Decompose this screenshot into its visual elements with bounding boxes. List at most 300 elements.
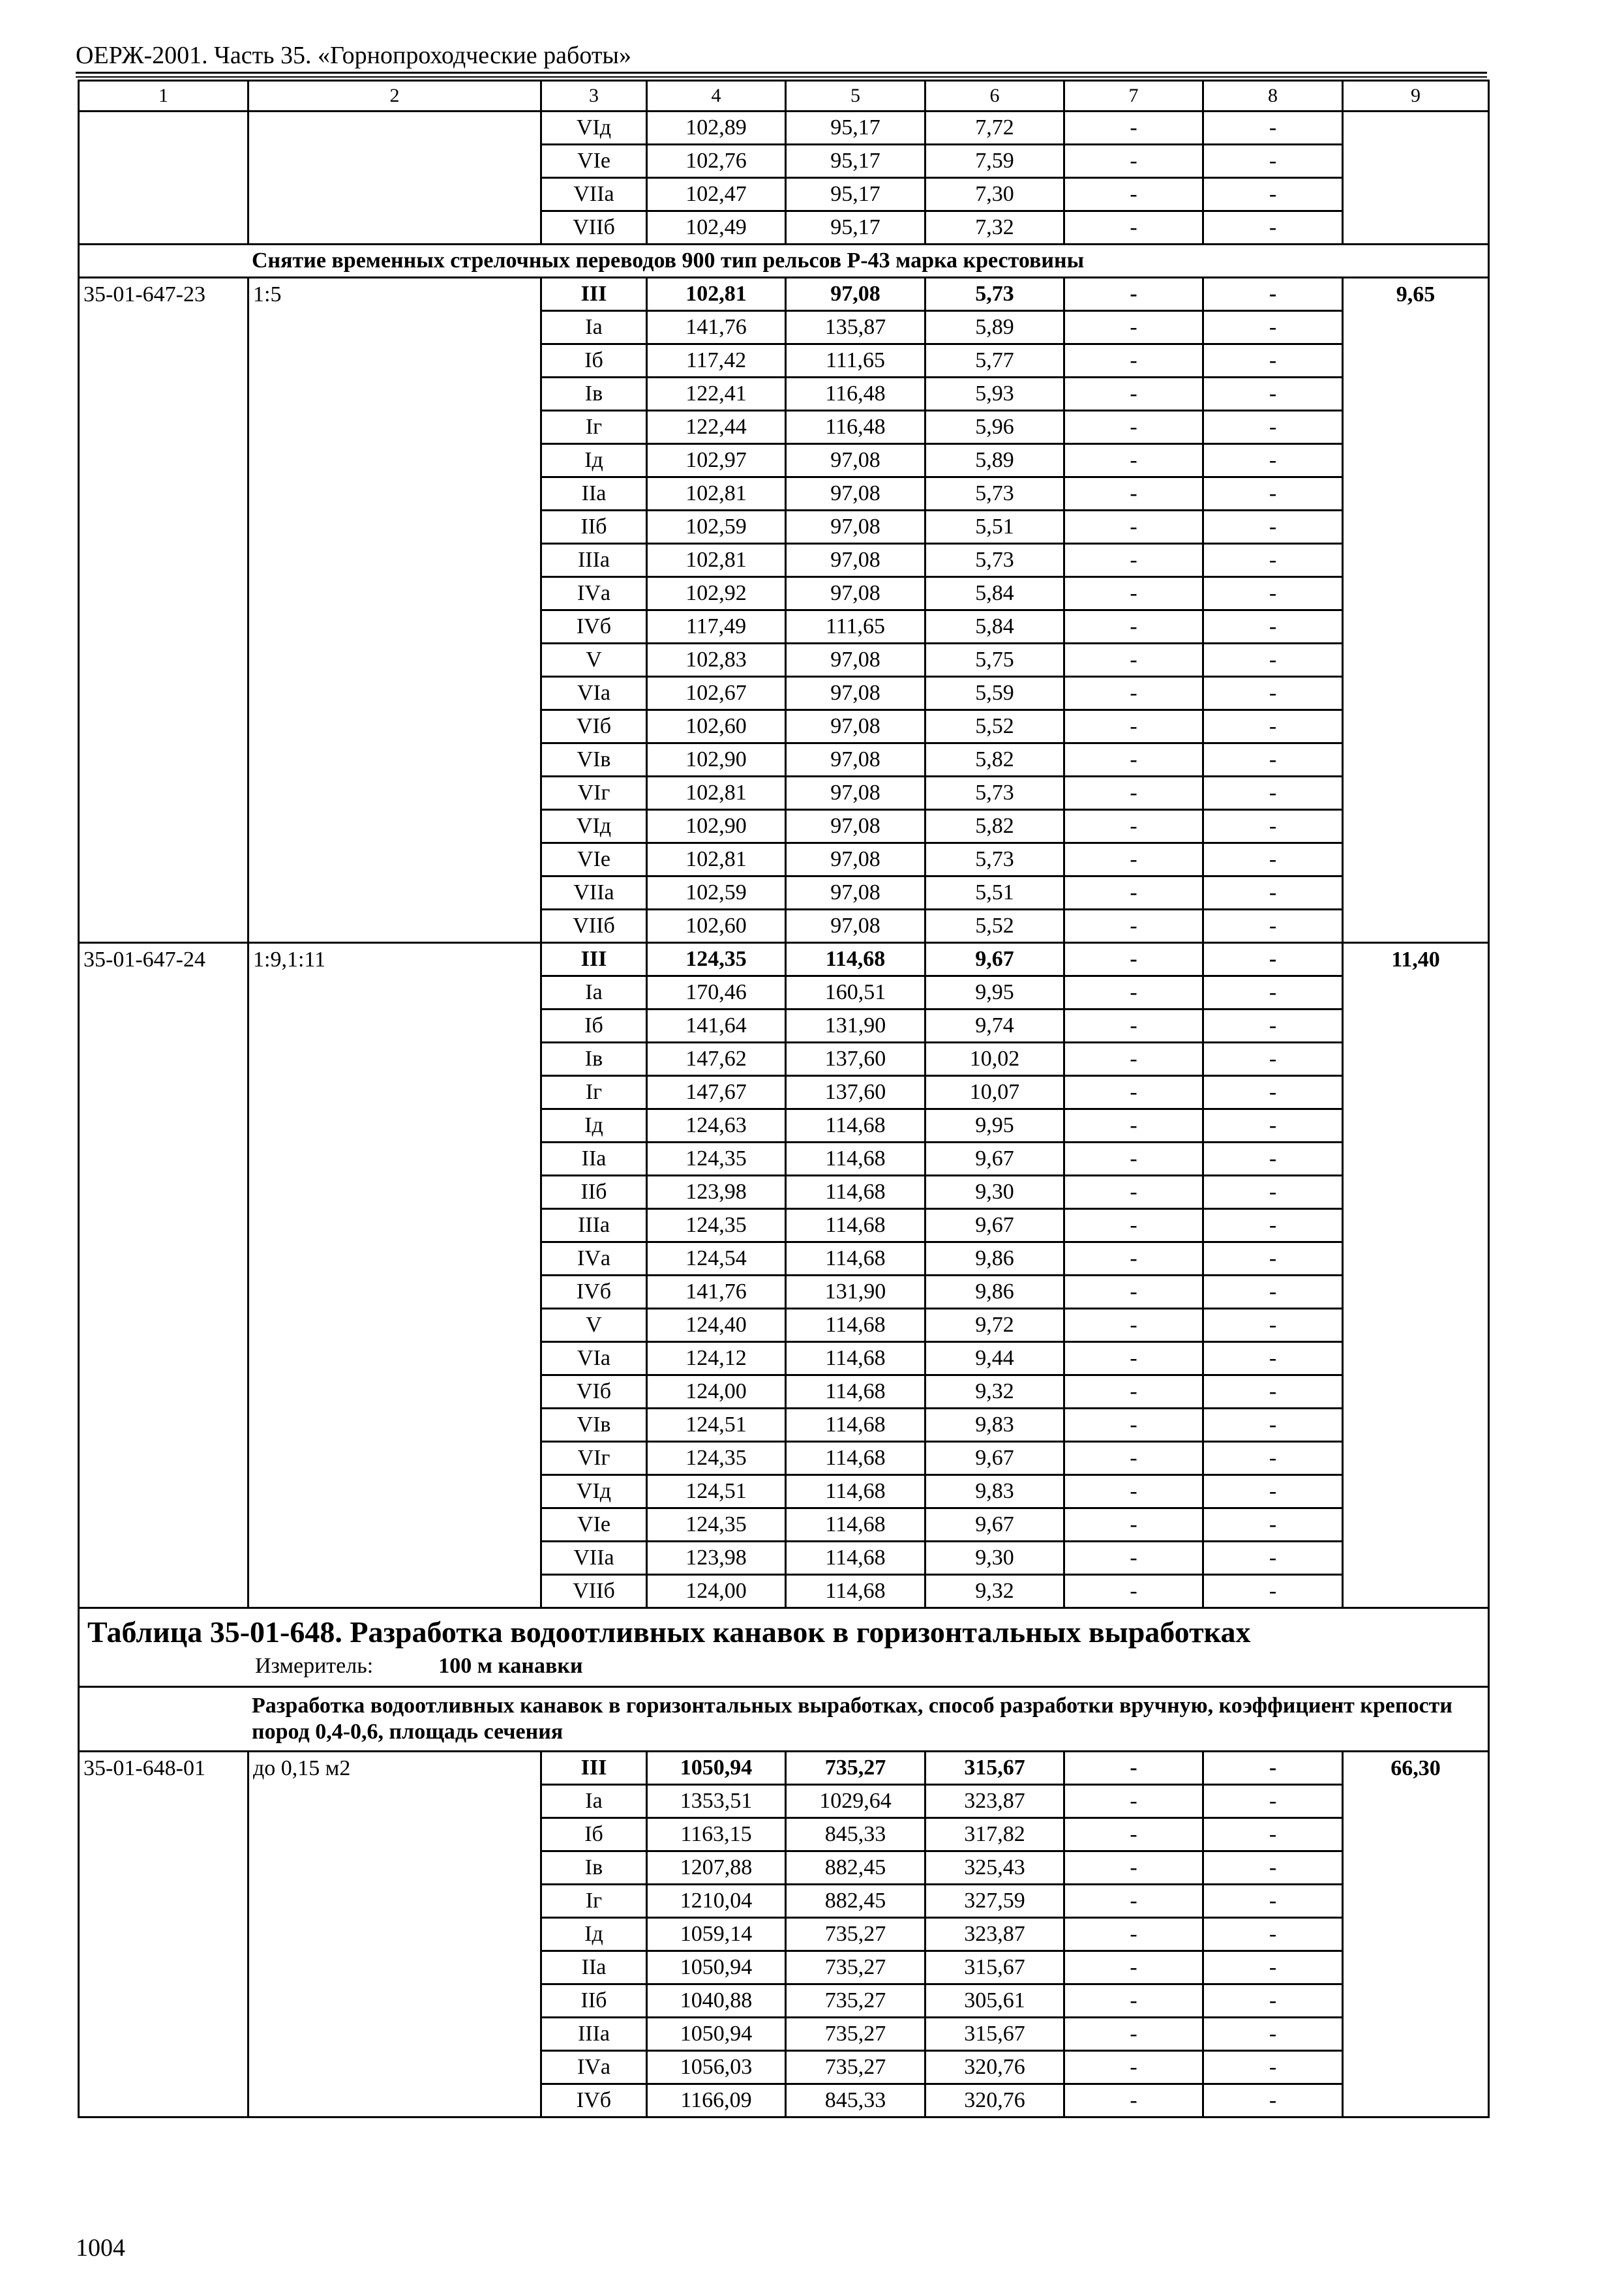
value-cell: - xyxy=(1203,577,1343,610)
value-cell: 124,63 xyxy=(647,1109,786,1143)
value-cell: - xyxy=(1203,677,1343,710)
value-cell: - xyxy=(1064,1508,1203,1542)
value-cell: 102,97 xyxy=(647,444,786,477)
value-cell: 97,08 xyxy=(786,544,925,577)
value-cell: - xyxy=(1064,1885,1203,1918)
value-cell: 124,51 xyxy=(647,1409,786,1442)
value-cell: 111,65 xyxy=(786,344,925,378)
value-cell: 5,73 xyxy=(925,843,1064,876)
value-cell: 9,74 xyxy=(925,1010,1064,1043)
value-cell: 141,76 xyxy=(647,311,786,344)
value-cell: - xyxy=(1203,843,1343,876)
code-cell: 35-01-648-01 xyxy=(79,1752,248,2117)
value-cell: 114,68 xyxy=(786,1475,925,1508)
value-cell: 102,59 xyxy=(647,876,786,910)
value-cell: 160,51 xyxy=(786,976,925,1010)
value-cell: 97,08 xyxy=(786,278,925,311)
value-cell: 9,30 xyxy=(925,1176,1064,1209)
value-cell: - xyxy=(1203,1851,1343,1885)
value-cell: - xyxy=(1064,1010,1203,1043)
value-cell: - xyxy=(1064,677,1203,710)
column-number: 1 xyxy=(79,81,248,112)
column-number: 9 xyxy=(1343,81,1489,112)
value-cell: - xyxy=(1203,876,1343,910)
value-cell: - xyxy=(1064,211,1203,245)
value-cell: 735,27 xyxy=(786,1951,925,1984)
value-cell: - xyxy=(1064,644,1203,677)
value-cell: - xyxy=(1203,1918,1343,1951)
value-cell: - xyxy=(1064,1984,1203,2018)
value-cell: 9,32 xyxy=(925,1575,1064,1608)
value-cell: 1029,64 xyxy=(786,1785,925,1818)
class-cell: III xyxy=(541,1752,647,1785)
value-cell: - xyxy=(1203,610,1343,644)
value-cell: 9,95 xyxy=(925,1109,1064,1143)
value-cell: - xyxy=(1064,876,1203,910)
class-cell: VIа xyxy=(541,677,647,710)
value-cell: 5,93 xyxy=(925,378,1064,411)
value-cell: - xyxy=(1203,976,1343,1010)
value-cell: 102,81 xyxy=(647,278,786,311)
class-cell: IVа xyxy=(541,2051,647,2084)
param-cell: 1:9,1:11 xyxy=(248,943,541,1608)
value-cell: 323,87 xyxy=(925,1918,1064,1951)
table-title-row xyxy=(79,1608,1489,1687)
value-cell: 1166,09 xyxy=(647,2084,786,2117)
value-cell: 9,67 xyxy=(925,1143,1064,1176)
class-cell: Iв xyxy=(541,1043,647,1076)
value-cell: 5,84 xyxy=(925,610,1064,644)
class-cell: Iг xyxy=(541,1885,647,1918)
value-cell: 5,51 xyxy=(925,511,1064,544)
value-cell: 5,52 xyxy=(925,710,1064,743)
class-cell: VIIб xyxy=(541,1575,647,1608)
class-cell: Iб xyxy=(541,344,647,378)
value-cell: 95,17 xyxy=(786,145,925,178)
value-cell: 102,47 xyxy=(647,178,786,211)
table-row-main xyxy=(79,1752,1489,1785)
column-number: 2 xyxy=(248,81,541,112)
value-cell: - xyxy=(1203,411,1343,444)
page-header: ОЕРЖ-2001. Часть 35. «Горнопроходческие работы» xyxy=(76,42,631,69)
value-cell: 305,61 xyxy=(925,1984,1064,2018)
class-cell: Iд xyxy=(541,1918,647,1951)
value-cell: - xyxy=(1203,1575,1343,1608)
class-cell: IVа xyxy=(541,1242,647,1276)
class-cell: IIб xyxy=(541,1176,647,1209)
value-cell: - xyxy=(1064,278,1203,311)
class-cell: VIа xyxy=(541,1342,647,1375)
value-cell: - xyxy=(1203,1143,1343,1176)
value-cell: - xyxy=(1064,1752,1203,1785)
value-cell: 102,81 xyxy=(647,843,786,876)
value-cell: - xyxy=(1064,743,1203,777)
value-cell: 102,90 xyxy=(647,743,786,777)
value-cell: 141,64 xyxy=(647,1010,786,1043)
class-cell: IVб xyxy=(541,610,647,644)
header-rule xyxy=(76,72,1487,74)
value-cell: - xyxy=(1064,2084,1203,2117)
value-cell: 9,67 xyxy=(925,1209,1064,1242)
measure-label: Измеритель: xyxy=(255,1654,374,1678)
value-cell: 315,67 xyxy=(925,1951,1064,1984)
value-cell: 735,27 xyxy=(786,2051,925,2084)
value-cell: 845,33 xyxy=(786,1818,925,1851)
class-cell: Iд xyxy=(541,1109,647,1143)
value-cell: - xyxy=(1064,2051,1203,2084)
value-cell: 122,44 xyxy=(647,411,786,444)
class-cell: Iа xyxy=(541,311,647,344)
value-cell: - xyxy=(1064,1818,1203,1851)
value-cell: - xyxy=(1203,278,1343,311)
value-cell: 1353,51 xyxy=(647,1785,786,1818)
value-cell: 102,89 xyxy=(647,112,786,145)
value-cell: - xyxy=(1064,1209,1203,1242)
table-row-main xyxy=(79,278,1489,311)
class-cell: IVб xyxy=(541,2084,647,2117)
value-cell: 882,45 xyxy=(786,1885,925,1918)
value-cell: 5,75 xyxy=(925,644,1064,677)
param-cell: до 0,15 м2 xyxy=(248,1752,541,2117)
value-cell: 95,17 xyxy=(786,178,925,211)
value-cell: 114,68 xyxy=(786,1309,925,1342)
value-cell: - xyxy=(1064,1309,1203,1342)
value-cell: 131,90 xyxy=(786,1276,925,1309)
value-cell: - xyxy=(1064,544,1203,577)
value-cell: - xyxy=(1064,1575,1203,1608)
value-cell: 124,35 xyxy=(647,1442,786,1475)
value-cell: 1050,94 xyxy=(647,2018,786,2051)
measure-line xyxy=(80,1651,1488,1681)
value-cell: 97,08 xyxy=(786,743,925,777)
value-cell: 5,89 xyxy=(925,444,1064,477)
code-cell: 35-01-647-23 xyxy=(79,278,248,943)
value-cell: 735,27 xyxy=(786,1918,925,1951)
value-cell: - xyxy=(1064,1143,1203,1176)
value-cell: 845,33 xyxy=(786,2084,925,2117)
class-cell: III xyxy=(541,278,647,311)
value-cell: 5,82 xyxy=(925,810,1064,843)
value-cell: 102,60 xyxy=(647,710,786,743)
value-cell: 124,35 xyxy=(647,1143,786,1176)
value-cell: 735,27 xyxy=(786,2018,925,2051)
value-cell: 5,82 xyxy=(925,743,1064,777)
value-cell: 102,90 xyxy=(647,810,786,843)
value-cell: 10,02 xyxy=(925,1043,1064,1076)
value-cell: 5,59 xyxy=(925,677,1064,710)
class-cell: Iб xyxy=(541,1010,647,1043)
section-row xyxy=(79,245,1489,278)
value-cell: - xyxy=(1064,943,1203,976)
column-number: 5 xyxy=(786,81,925,112)
value-cell: 114,68 xyxy=(786,1242,925,1276)
value-cell: - xyxy=(1064,610,1203,644)
value-cell: - xyxy=(1064,145,1203,178)
value-cell: 124,51 xyxy=(647,1475,786,1508)
column-number: 7 xyxy=(1064,81,1203,112)
section-title: Разработка водоотливных канавок в горизонтальных выработках, способ разработки вручную, коэффициент крепости пород 0,4-0,6, площадь сечения xyxy=(79,1687,1489,1752)
value-cell: - xyxy=(1203,1176,1343,1209)
value-cell: 5,73 xyxy=(925,544,1064,577)
value-cell: 137,60 xyxy=(786,1076,925,1109)
value-cell: 114,68 xyxy=(786,1409,925,1442)
column-number: 8 xyxy=(1203,81,1343,112)
value-cell: 141,76 xyxy=(647,1276,786,1309)
class-cell: VIIб xyxy=(541,910,647,943)
class-cell: IIб xyxy=(541,1984,647,2018)
value-cell: 9,86 xyxy=(925,1242,1064,1276)
value-cell: 124,35 xyxy=(647,1209,786,1242)
value-cell: 102,76 xyxy=(647,145,786,178)
table-title: Таблица 35-01-648. Разработка водоотливных канавок в горизонтальных выработках xyxy=(87,1615,1251,1649)
value-cell: - xyxy=(1064,1043,1203,1076)
value-cell: - xyxy=(1203,378,1343,411)
value-cell: 102,60 xyxy=(647,910,786,943)
value-cell: 135,87 xyxy=(786,311,925,344)
class-cell: VIе xyxy=(541,843,647,876)
value-cell: 102,81 xyxy=(647,777,786,810)
class-cell: VIг xyxy=(541,777,647,810)
value-cell: 97,08 xyxy=(786,577,925,610)
value-cell: - xyxy=(1203,1375,1343,1409)
value-cell: - xyxy=(1064,112,1203,145)
value-cell: 147,67 xyxy=(647,1076,786,1109)
value-cell: 7,30 xyxy=(925,178,1064,211)
value-cell: - xyxy=(1203,1076,1343,1109)
value-cell: 116,48 xyxy=(786,378,925,411)
value-cell: - xyxy=(1203,112,1343,145)
value-cell: 114,68 xyxy=(786,1508,925,1542)
column-number: 6 xyxy=(925,81,1064,112)
value-cell: - xyxy=(1203,777,1343,810)
class-cell: IIIа xyxy=(541,1209,647,1242)
value-cell: 9,67 xyxy=(925,1508,1064,1542)
value-cell: 97,08 xyxy=(786,444,925,477)
value-cell: 315,67 xyxy=(925,2018,1064,2051)
value-cell: 124,35 xyxy=(647,943,786,976)
column-number-row xyxy=(79,81,1489,112)
class-cell: VIд xyxy=(541,810,647,843)
column-number: 4 xyxy=(647,81,786,112)
value-cell: 97,08 xyxy=(786,677,925,710)
value-cell: - xyxy=(1064,1851,1203,1885)
value-cell: - xyxy=(1064,843,1203,876)
value-cell: 9,86 xyxy=(925,1276,1064,1309)
class-cell: VIе xyxy=(541,1508,647,1542)
value-cell: 5,77 xyxy=(925,344,1064,378)
value-cell: 114,68 xyxy=(786,1542,925,1575)
value-cell: 97,08 xyxy=(786,477,925,511)
value-cell: - xyxy=(1064,1176,1203,1209)
value-cell: 9,83 xyxy=(925,1475,1064,1508)
total-cell: 11,40 xyxy=(1343,943,1489,1608)
value-cell: 1050,94 xyxy=(647,1752,786,1785)
value-cell: 102,81 xyxy=(647,544,786,577)
value-cell: 5,73 xyxy=(925,278,1064,311)
value-cell: - xyxy=(1203,644,1343,677)
value-cell: 123,98 xyxy=(647,1176,786,1209)
table-row-main xyxy=(79,943,1489,976)
value-cell: - xyxy=(1064,1918,1203,1951)
value-cell: 97,08 xyxy=(786,876,925,910)
value-cell: 102,92 xyxy=(647,577,786,610)
value-cell: - xyxy=(1203,344,1343,378)
value-cell: 116,48 xyxy=(786,411,925,444)
value-cell: 9,72 xyxy=(925,1309,1064,1342)
value-cell: 114,68 xyxy=(786,1442,925,1475)
value-cell: 5,73 xyxy=(925,777,1064,810)
value-cell: - xyxy=(1064,1951,1203,1984)
value-cell: - xyxy=(1203,311,1343,344)
value-cell: - xyxy=(1203,1475,1343,1508)
class-cell: Iб xyxy=(541,1818,647,1851)
value-cell: 114,68 xyxy=(786,1209,925,1242)
value-cell: 10,07 xyxy=(925,1076,1064,1109)
value-cell: 9,95 xyxy=(925,976,1064,1010)
value-cell: - xyxy=(1064,577,1203,610)
value-cell: - xyxy=(1064,378,1203,411)
class-cell: V xyxy=(541,1309,647,1342)
value-cell: - xyxy=(1203,477,1343,511)
class-cell: VIIб xyxy=(541,211,647,245)
class-cell: VIб xyxy=(541,710,647,743)
value-cell: 170,46 xyxy=(647,976,786,1010)
measure-unit: 100 м канавки xyxy=(438,1654,583,1678)
class-cell: Iв xyxy=(541,1851,647,1885)
value-cell: 117,42 xyxy=(647,344,786,378)
value-cell: - xyxy=(1203,910,1343,943)
value-cell: - xyxy=(1064,910,1203,943)
class-cell: VIIа xyxy=(541,1542,647,1575)
value-cell: 95,17 xyxy=(786,211,925,245)
value-cell: - xyxy=(1064,444,1203,477)
value-cell: - xyxy=(1064,976,1203,1010)
value-cell: 1056,03 xyxy=(647,2051,786,2084)
class-cell: Iа xyxy=(541,1785,647,1818)
value-cell: - xyxy=(1203,2084,1343,2117)
value-cell: 102,83 xyxy=(647,644,786,677)
value-cell: - xyxy=(1203,1752,1343,1785)
value-cell: 325,43 xyxy=(925,1851,1064,1885)
value-cell: 320,76 xyxy=(925,2084,1064,2117)
value-cell: - xyxy=(1203,211,1343,245)
value-cell: - xyxy=(1064,1375,1203,1409)
value-cell: - xyxy=(1203,444,1343,477)
value-cell: 1207,88 xyxy=(647,1851,786,1885)
value-cell: 102,59 xyxy=(647,511,786,544)
value-cell: 95,17 xyxy=(786,112,925,145)
value-cell: 114,68 xyxy=(786,1342,925,1375)
class-cell: VIд xyxy=(541,112,647,145)
value-cell: 97,08 xyxy=(786,843,925,876)
class-cell: IIа xyxy=(541,1951,647,1984)
value-cell: - xyxy=(1203,810,1343,843)
class-cell: VIв xyxy=(541,1409,647,1442)
value-cell: - xyxy=(1064,1442,1203,1475)
class-cell: IIIа xyxy=(541,544,647,577)
rates-table-wrapper xyxy=(78,80,1490,2118)
class-cell: III xyxy=(541,943,647,976)
value-cell: 123,98 xyxy=(647,1542,786,1575)
class-cell: Iа xyxy=(541,976,647,1010)
value-cell: 102,49 xyxy=(647,211,786,245)
value-cell: - xyxy=(1203,943,1343,976)
value-cell: 5,52 xyxy=(925,910,1064,943)
value-cell: - xyxy=(1064,1276,1203,1309)
value-cell: 317,82 xyxy=(925,1818,1064,1851)
value-cell: 1059,14 xyxy=(647,1918,786,1951)
value-cell: 147,62 xyxy=(647,1043,786,1076)
code-cell-empty xyxy=(79,112,248,245)
value-cell: 122,41 xyxy=(647,378,786,411)
value-cell: - xyxy=(1064,2018,1203,2051)
value-cell: - xyxy=(1203,1785,1343,1818)
value-cell: 137,60 xyxy=(786,1043,925,1076)
value-cell: - xyxy=(1203,1409,1343,1442)
value-cell: - xyxy=(1064,477,1203,511)
value-cell: 114,68 xyxy=(786,1143,925,1176)
rates-table xyxy=(78,80,1490,2118)
code-cell: 35-01-647-24 xyxy=(79,943,248,1608)
class-cell: IVа xyxy=(541,577,647,610)
value-cell: 97,08 xyxy=(786,710,925,743)
value-cell: 97,08 xyxy=(786,511,925,544)
class-cell: IIб xyxy=(541,511,647,544)
value-cell: 7,59 xyxy=(925,145,1064,178)
value-cell: - xyxy=(1064,1475,1203,1508)
total-cell: 9,65 xyxy=(1343,278,1489,943)
value-cell: 323,87 xyxy=(925,1785,1064,1818)
value-cell: 315,67 xyxy=(925,1752,1064,1785)
value-cell: - xyxy=(1203,1209,1343,1242)
table-row xyxy=(79,112,1489,145)
value-cell: 114,68 xyxy=(786,1575,925,1608)
value-cell: 9,44 xyxy=(925,1342,1064,1375)
class-cell: Iг xyxy=(541,411,647,444)
total-cell: 66,30 xyxy=(1343,1752,1489,2117)
value-cell: - xyxy=(1203,145,1343,178)
section-title: Снятие временных стрелочных переводов 900 тип рельсов Р-43 марка крестовины xyxy=(79,245,1489,278)
value-cell: - xyxy=(1203,544,1343,577)
class-cell: V xyxy=(541,644,647,677)
class-cell: VIе xyxy=(541,145,647,178)
value-cell: - xyxy=(1203,1542,1343,1575)
value-cell: 124,40 xyxy=(647,1309,786,1342)
value-cell: 9,83 xyxy=(925,1409,1064,1442)
value-cell: - xyxy=(1064,1242,1203,1276)
value-cell: 124,54 xyxy=(647,1242,786,1276)
value-cell: 1050,94 xyxy=(647,1951,786,1984)
value-cell: 102,81 xyxy=(647,477,786,511)
value-cell: - xyxy=(1203,1342,1343,1375)
value-cell: 9,32 xyxy=(925,1375,1064,1409)
column-number: 3 xyxy=(541,81,647,112)
value-cell: 97,08 xyxy=(786,810,925,843)
value-cell: 124,35 xyxy=(647,1508,786,1542)
param-cell: 1:5 xyxy=(248,278,541,943)
value-cell: - xyxy=(1203,1984,1343,2018)
class-cell: VIг xyxy=(541,1442,647,1475)
value-cell: - xyxy=(1203,2051,1343,2084)
value-cell: 5,84 xyxy=(925,577,1064,610)
value-cell: 114,68 xyxy=(786,1176,925,1209)
value-cell: - xyxy=(1064,1109,1203,1143)
value-cell: - xyxy=(1203,1508,1343,1542)
value-cell: - xyxy=(1203,1043,1343,1076)
value-cell: 327,59 xyxy=(925,1885,1064,1918)
value-cell: - xyxy=(1203,1242,1343,1276)
value-cell: - xyxy=(1064,1076,1203,1109)
